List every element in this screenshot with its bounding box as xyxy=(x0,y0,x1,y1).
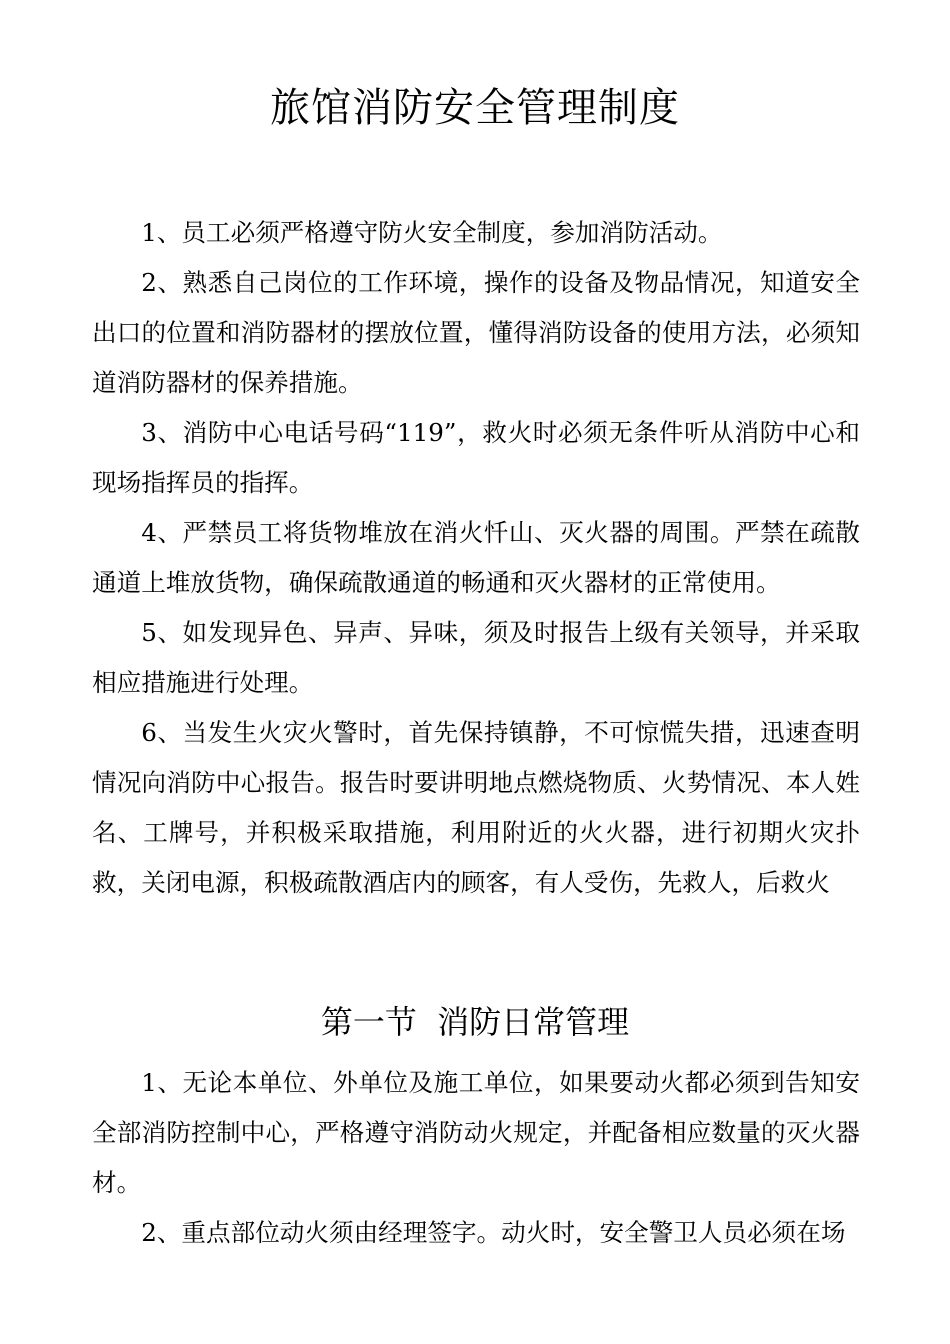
rule-paragraph-4: 4、严禁员工将货物堆放在消火忏山、灭火器的周围。严禁在疏散通道上堆放货物，确保疏散通道的畅通和灭火器材的正常使用。 xyxy=(92,518,860,597)
intro-rules xyxy=(92,208,860,908)
rule-paragraph-6: 6、当发生火灾火警时，首先保持镇静，不可惊慌失措，迅速查明情况向消防中心报告。报告时要讲明地点燃烧物质、火势情况、本人姓名、工牌号，并积极采取措施，利用附近的火火器，进行初期火灾扑救，关闭电源，积极疏散酒店内的顾客，有人受伤，先救人，后救火 xyxy=(92,718,860,897)
section-paragraph-1: 1、无论本单位、外单位及施工单位，如果要动火都必须到告知安全部消防控制中心，严格遵守消防动火规定，并配备相应数量的灭火器材。 xyxy=(92,1068,860,1197)
rule-paragraph-2: 2、熟悉自己岗位的工作环境，操作的设备及物品情况，知道安全出口的位置和消防器材的摆放位置，懂得消防设备的使用方法，必须知道消防器材的保养措施。 xyxy=(92,268,860,397)
rule-paragraph-1: 1、员工必须严格遵守防火安全制度，参加消防活动。 xyxy=(141,218,723,247)
rule-paragraph-5: 5、如发现异色、异声、异味，须及时报告上级有关领导，并采取相应措施进行处理。 xyxy=(92,618,860,697)
section-paragraph-2: 2、重点部位动火须由经理签字。动火时，安全警卫人员必须在场 xyxy=(141,1218,846,1247)
document-title: 旅馆消防安全管理制度 xyxy=(270,85,680,131)
section-heading: 第一节 消防日常管理 xyxy=(320,1003,630,1041)
rule-paragraph-3: 3、消防中心电话号码“119”，救火时必须无条件听从消防中心和现场指挥员的指挥。 xyxy=(92,418,860,497)
section-rules xyxy=(92,1058,860,1258)
